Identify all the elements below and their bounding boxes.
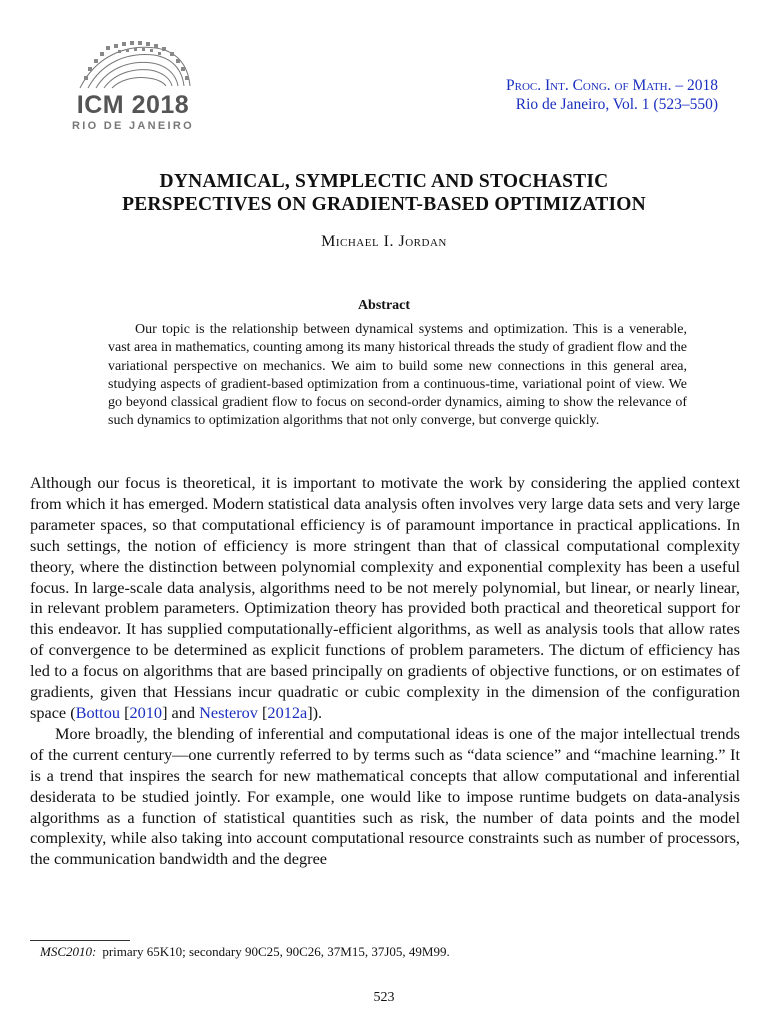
title-line-2: PERSPECTIVES ON GRADIENT-BASED OPTIMIZATION — [122, 194, 646, 215]
page-number: 523 — [373, 990, 395, 1005]
citation-bottou-author[interactable]: Bottou — [75, 702, 120, 722]
citation-nesterov-year[interactable]: 2012a — [267, 702, 308, 722]
abstract-heading: Abstract — [357, 298, 411, 313]
paragraph-1 — [30, 473, 740, 724]
citation-bottou-open: [ — [120, 702, 130, 722]
paragraph-1-text: Although our focus is theoretical, it is important to motivate the work by considering the applied context from which it has emerged. Modern statistical data analysis often involves very large data sets and very large parameter spaces, so that computational efficiency is of paramount importance in practical applications. In such settings, the notion of efficiency is more stringent than that of classical computational complexity theory, where the distinction between polynomial complexity and exponential complexity has been a useful focus. In large-scale data analysis, algorithms need to be not merely polynomial, but linear, or nearly linear, in relevant problem parameters. Optimization theory has provided both practical and theoretical support for this endeavor. It has supplied computationally-efficient algorithms, as well as analysis tools that allow rates of convergence to be determined as explicit functions of problem parameters. The dictum of efficiency has led to a focus on algorithms that are based principally on gradients of objective functions, or on estimates of gradients, given that Hessians incur quadratic or cubic complexity in the dimension of the configuration space ( — [30, 473, 740, 722]
abstract-text — [108, 321, 687, 431]
body-text — [30, 473, 740, 870]
citation-bottou-year[interactable]: 2010 — [129, 702, 163, 722]
citation-bottou-close: ] and — [162, 702, 200, 722]
footnote-label: MSC2010: — [40, 944, 97, 959]
paper-title — [40, 170, 728, 216]
abstract-body: Our topic is the relationship between dynamical systems and optimization. This is a venerable, vast area in mathematics, counting among its many historical threads the study of gradient flow and the variational perspective on mechanics. We aim to build some new connections in this general area, studying aspects of gradient-based optimization from a continuous-time, variational point of view. We go beyond classical gradient flow to focus on second-order dynamics, aiming to show the relevance of such dynamics to optimization algorithms that not only converge, but converge quickly. — [108, 322, 687, 429]
proceedings-header — [506, 76, 718, 114]
author-name: Michael I. Jordan — [321, 233, 447, 250]
footnote-text: primary 65K10; secondary 90C25, 90C26, 37M15, 37J05, 49M99. — [102, 944, 450, 959]
title-line-1: DYNAMICAL, SYMPLECTIC AND STOCHASTIC — [159, 171, 609, 192]
footnote — [40, 944, 450, 960]
citation-nesterov-close: ]). — [307, 702, 323, 722]
citation-nesterov-author[interactable]: Nesterov — [199, 702, 258, 722]
icm-2018-logo — [66, 36, 196, 136]
citation-nesterov-open: [ — [257, 702, 268, 722]
logo-title: ICM 2018 — [76, 91, 190, 119]
proceedings-line-1[interactable]: Proc. Int. Cong. of Math. – 2018 — [506, 77, 718, 94]
paragraph-2: More broadly, the blending of inferential and computational ideas is one of the major intellectual trends of the current century—one currently referred to by terms such as “data science” and “machine learning.” It is a trend that inspires the search for new mathematical concepts that allow computational and inferential desiderata to be studied jointly. For example, one would like to impose runtime budgets on data-analysis algorithms as a function of statistical quantities such as risk, the number of data points and the model complexity, while also taking into account computational resource constraints such as number of processors, the communication bandwidth and the degree — [30, 723, 740, 869]
footnote-divider — [30, 940, 130, 941]
logo-subtitle: RIO DE JANEIRO — [71, 120, 195, 132]
icm-2018-logo-icon — [66, 36, 196, 96]
proceedings-line-2[interactable]: Rio de Janeiro, Vol. 1 (523–550) — [515, 96, 718, 113]
